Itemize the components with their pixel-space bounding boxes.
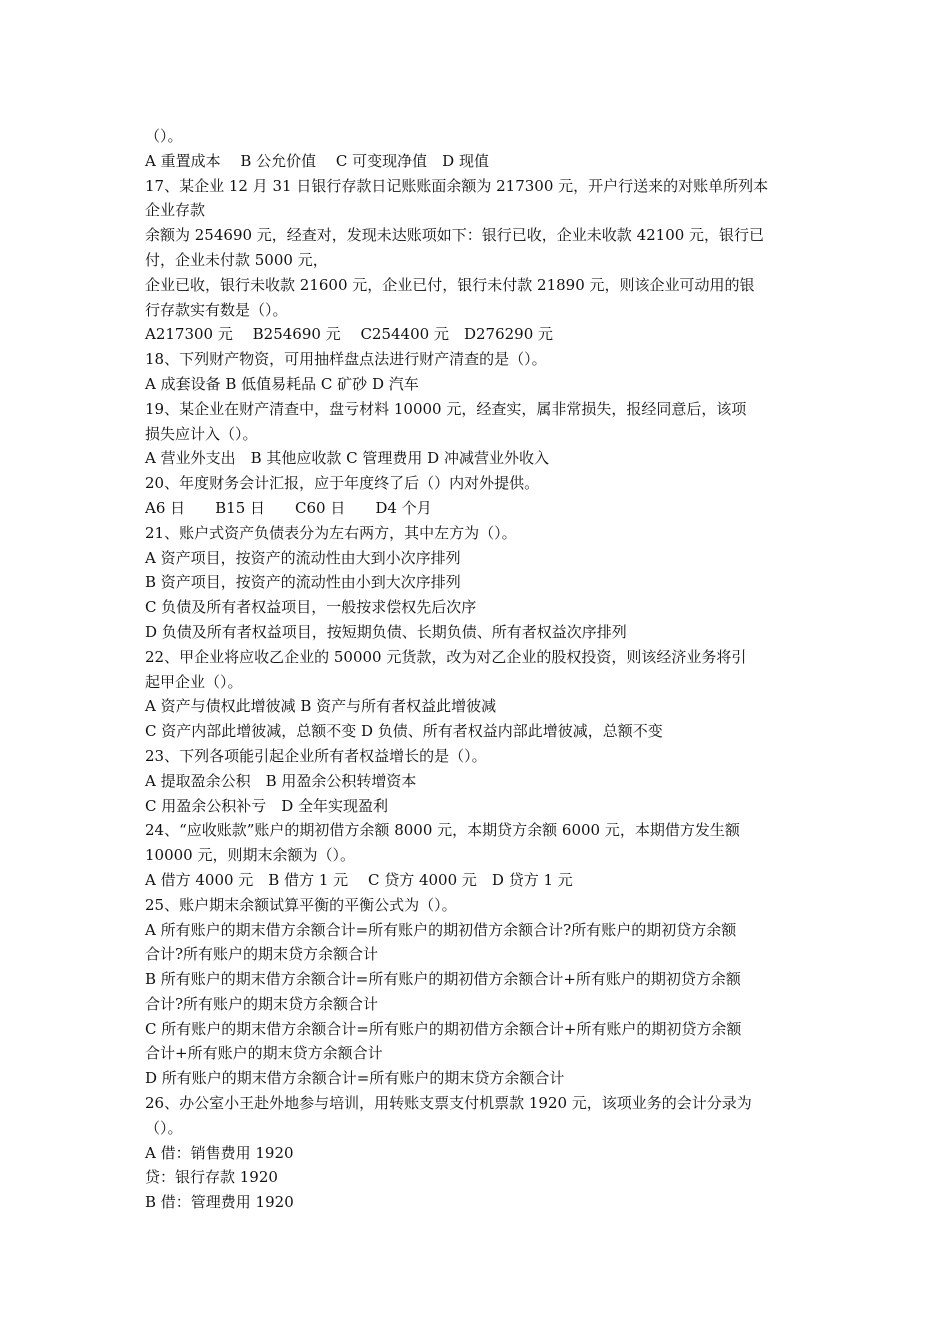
text-line: 24、“应收账款”账户的期初借方余额 8000 元，本期贷方余额 6000 元，本期借方发生额 <box>145 821 740 840</box>
text-line: 余额为 254690 元，经查对，发现未达账项如下：银行已收，企业未收款 42100 元，银行已 <box>145 226 765 245</box>
text-line: A 所有账户的期末借方余额合计=所有账户的期初借方余额合计?所有账户的期初贷方余额 <box>145 920 737 939</box>
text-line: 起甲企业（）。 <box>145 672 243 691</box>
text-line: 20、年度财务会计汇报，应于年度终了后（）内对外提供。 <box>145 474 540 493</box>
text-line: C 资产内部此增彼减，总额不变 D 负债、所有者权益内部此增彼减，总额不变 <box>145 722 663 741</box>
text-line: 10000 元，则期末余额为（）。 <box>145 846 355 865</box>
text-line: 贷：银行存款 1920 <box>145 1168 278 1187</box>
text-line: 企业存款 <box>145 201 206 220</box>
text-line: A217300 元 B254690 元 C254400 元 D276290 元 <box>145 325 554 344</box>
text-line: 17、某企业 12 月 31 日银行存款日记账账面余额为 217300 元，开户行送来的对账单所列本 <box>145 176 769 195</box>
text-line: D 负债及所有者权益项目，按短期负债、长期负债、所有者权益次序排列 <box>145 622 627 641</box>
text-line: C 负债及所有者权益项目，一般按求偿权先后次序 <box>145 598 477 617</box>
text-line: 行存款实有数是（）。 <box>145 300 288 319</box>
text-line: A 成套设备 B 低值易耗品 C 矿砂 D 汽车 <box>145 374 419 393</box>
text-line: A6 日 B15 日 C60 日 D4 个月 <box>145 498 432 517</box>
text-line: C 用盈余公积补亏 D 全年实现盈利 <box>145 796 389 815</box>
text-line: 合计?所有账户的期末贷方余额合计 <box>145 994 379 1013</box>
text-line: A 借方 4000 元 B 借方 1 元 C 贷方 4000 元 D 贷方 1 元 <box>145 870 573 889</box>
text-line: A 资产项目，按资产的流动性由大到小次序排列 <box>145 548 461 567</box>
text-line: A 营业外支出 B 其他应收款 C 管理费用 D 冲减营业外收入 <box>145 449 549 468</box>
text-line: （）。 <box>145 127 183 145</box>
text-line: B 资产项目，按资产的流动性由小到大次序排列 <box>145 573 461 592</box>
text-line: 合计?所有账户的期末贷方余额合计 <box>145 945 379 964</box>
text-line: B 借：管理费用 1920 <box>145 1193 294 1212</box>
text-line: 18、下列财产物资，可用抽样盘点法进行财产清查的是（）。 <box>145 350 547 369</box>
text-line: A 借：销售费用 1920 <box>145 1143 294 1162</box>
document-body <box>145 124 810 1215</box>
text-line: 23、下列各项能引起企业所有者权益增长的是（）。 <box>145 746 487 765</box>
text-line: 合计+所有账户的期末贷方余额合计 <box>145 1044 383 1063</box>
text-line: 企业已收，银行未收款 21600 元，企业已付，银行未付款 21890 元，则该企业可动用的银 <box>145 275 755 294</box>
text-line: （）。 <box>145 1118 183 1137</box>
text-line: A 提取盈余公积 B 用盈余公积转增资本 <box>145 771 417 790</box>
text-line: 25、账户期末余额试算平衡的平衡公式为（）。 <box>145 895 457 914</box>
text-line: D 所有账户的期末借方余额合计=所有账户的期末贷方余额合计 <box>145 1069 565 1088</box>
text-line: 21、账户式资产负债表分为左右两方，其中左方为（）。 <box>145 523 517 542</box>
text-line: 26、办公室小王赴外地参与培训，用转账支票支付机票款 1920 元，该项业务的会计分录为 <box>145 1094 752 1113</box>
text-line: 损失应计入（）。 <box>145 424 258 443</box>
text-line: A 资产与债权此增彼减 B 资产与所有者权益此增彼减 <box>145 697 497 716</box>
text-line: C 所有账户的期末借方余额合计=所有账户的期初借方余额合计+所有账户的期初贷方余额 <box>145 1019 742 1038</box>
text-line: A 重置成本 B 公允价值 C 可变现净值 D 现值 <box>145 151 489 170</box>
text-line: 付，企业未付款 5000 元， <box>145 250 328 269</box>
text-line: 22、甲企业将应收乙企业的 50000 元货款，改为对乙企业的股权投资，则该经济业务将引 <box>145 647 747 666</box>
text-line: 19、某企业在财产清查中，盘亏材料 10000 元，经查实，属非常损失，报经同意后，该项 <box>145 399 747 418</box>
text-line: B 所有账户的期末借方余额合计=所有账户的期初借方余额合计+所有账户的期初贷方余额 <box>145 970 741 989</box>
